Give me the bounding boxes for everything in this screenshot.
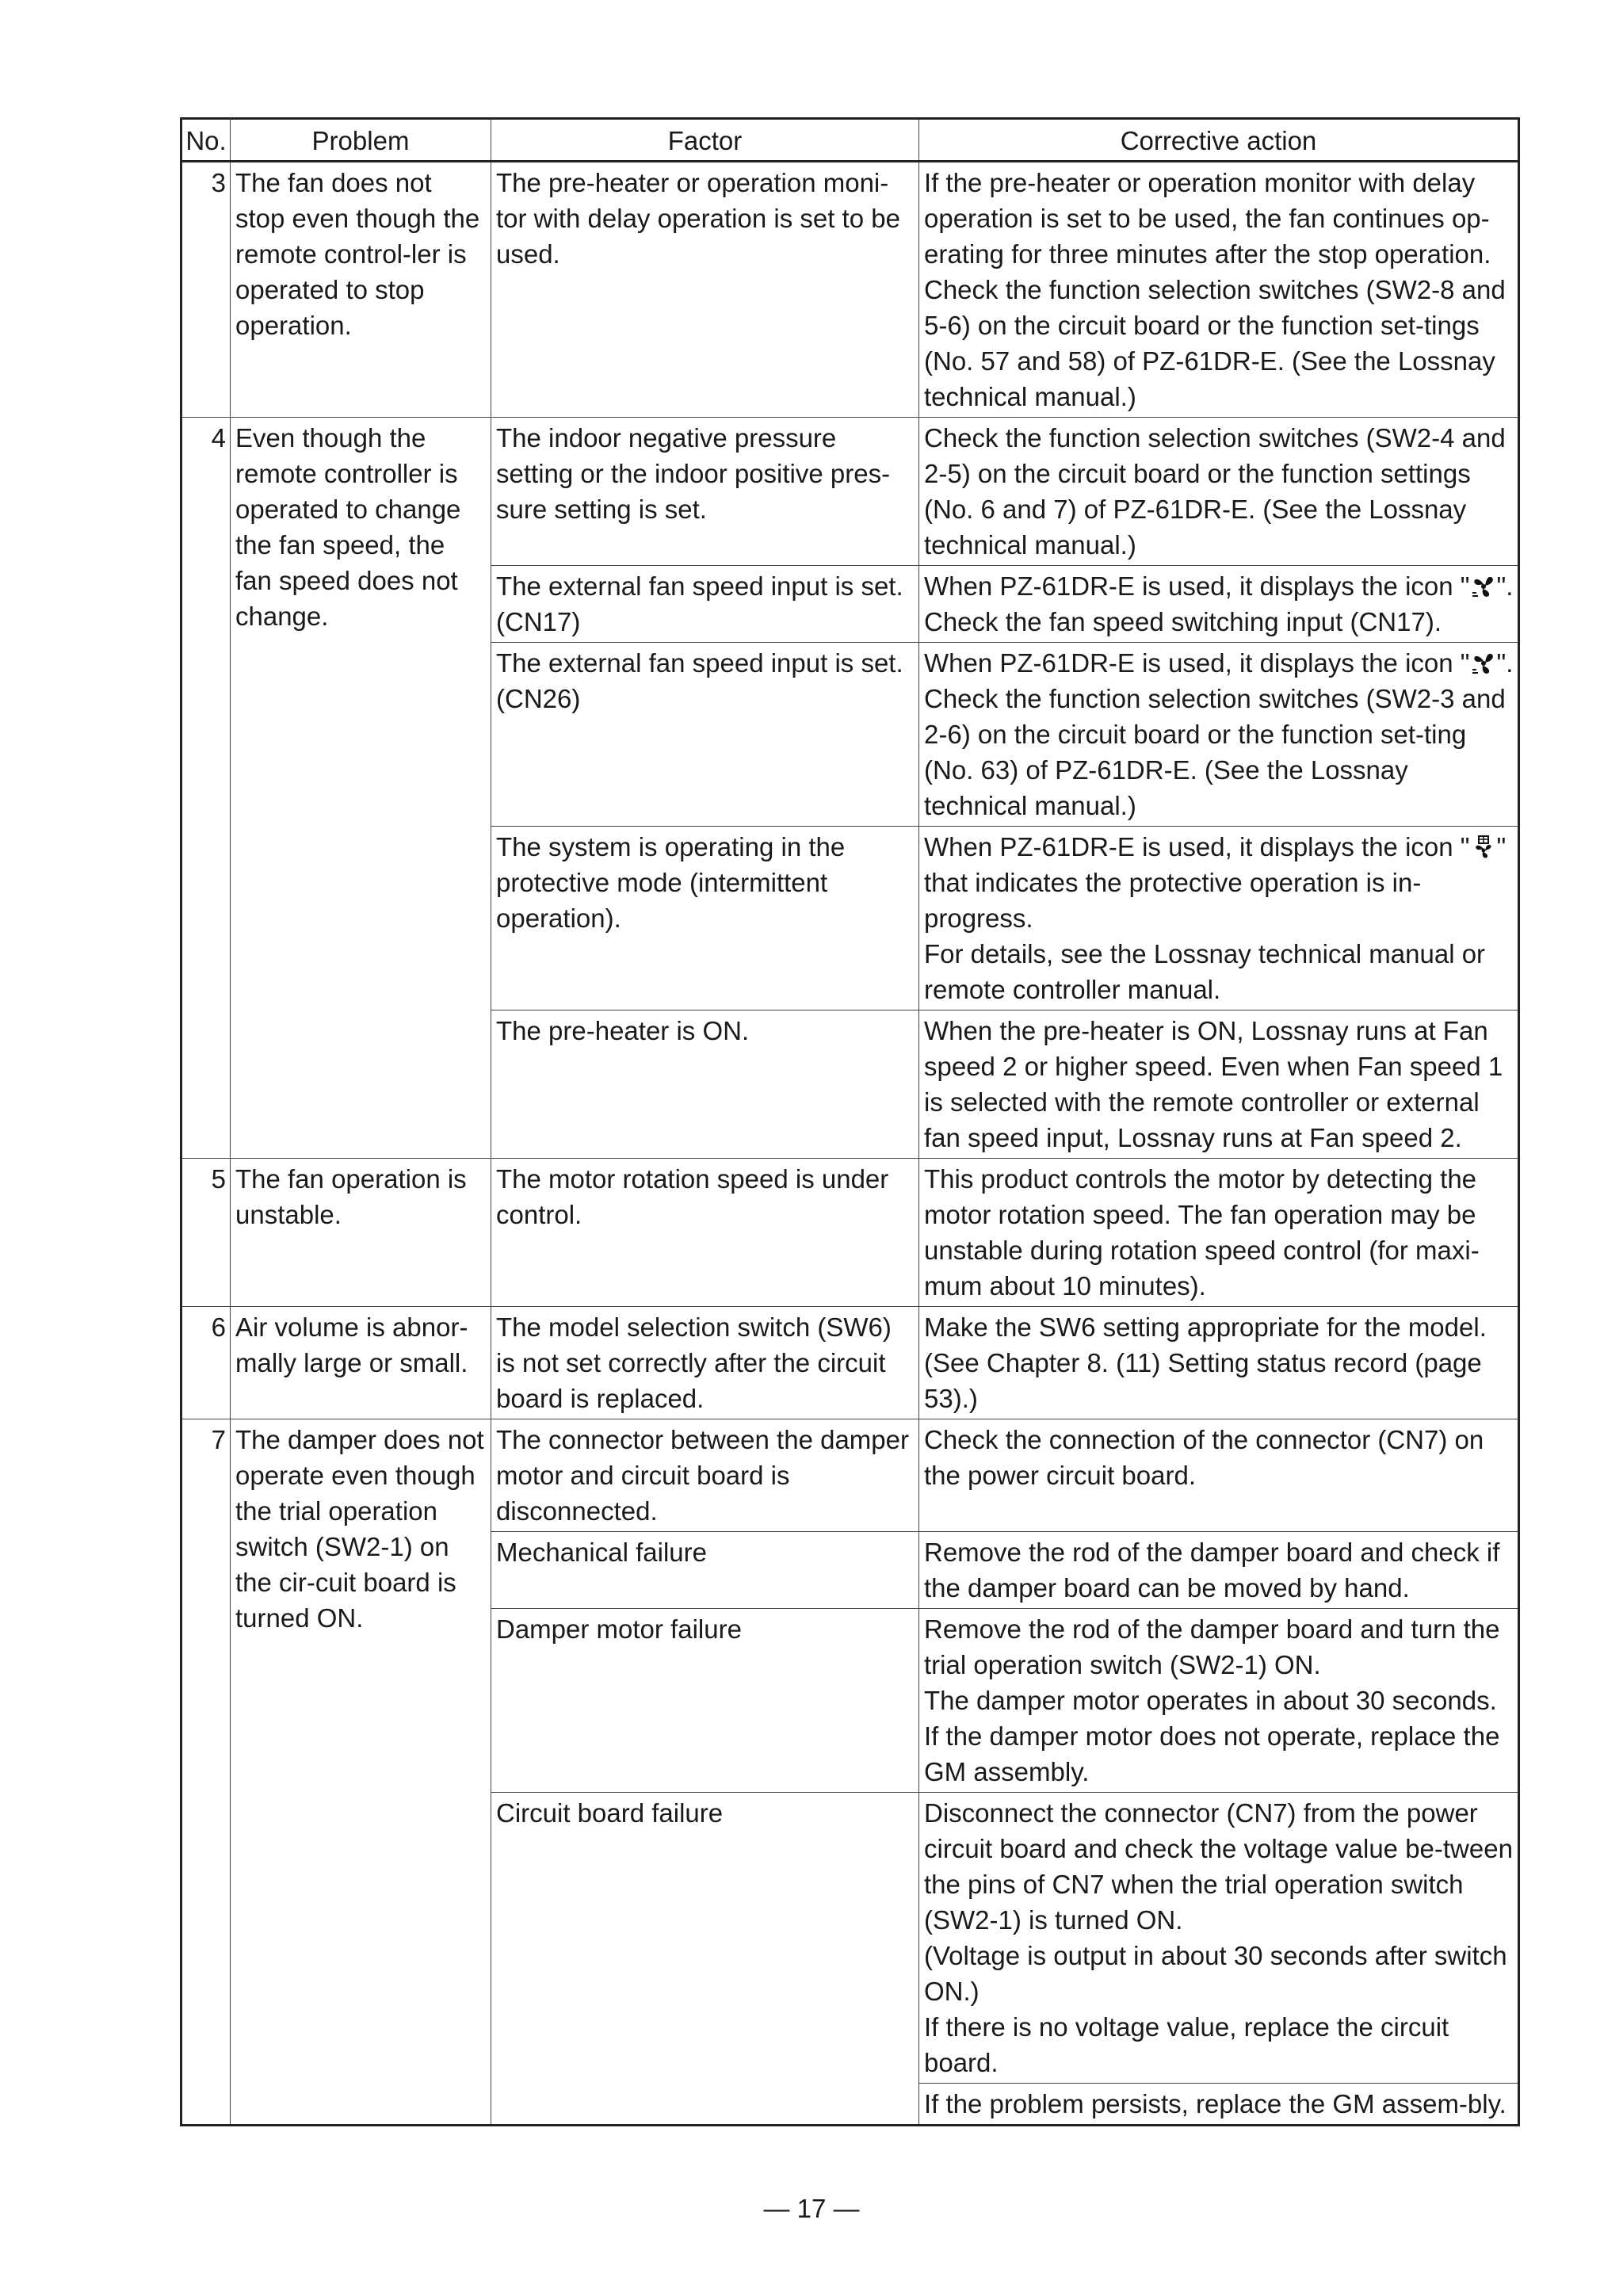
action-cell: Make the SW6 setting appropriate for the model. (See Chapter 8. (11) Setting status record (page 53).) bbox=[919, 1307, 1519, 1419]
factor-cell: The model selection switch (SW6) is not set correctly after the circuit board is replaced. bbox=[491, 1307, 919, 1419]
action-text: ". bbox=[1496, 648, 1514, 678]
action-cell bbox=[919, 1793, 1519, 2084]
header-no: No. bbox=[181, 119, 231, 162]
action-text: When PZ-61DR-E is used, it displays the icon " bbox=[924, 832, 1470, 861]
action-cell: Check the connection of the connector (CN7) on the power circuit board. bbox=[919, 1419, 1519, 1532]
action-text: For details, see the Lossnay technical manual or remote controller manual. bbox=[924, 939, 1486, 1004]
header-problem: Problem bbox=[231, 119, 491, 162]
factor-cell: Mechanical failure bbox=[491, 1532, 919, 1609]
factor-cell: The pre-heater is ON. bbox=[491, 1010, 919, 1159]
factor-cell: The connector between the damper motor and circuit board is disconnected. bbox=[491, 1419, 919, 1532]
factor-cell: The motor rotation speed is under control. bbox=[491, 1159, 919, 1307]
protective-fan-icon bbox=[1470, 835, 1497, 859]
action-cell: If the pre-heater or operation monitor with delay operation is set to be used, the fan continues op-erating for three minutes after the stop operation. Check the function selection switches (SW2-8 and 5-6) on the circuit board or the function set-tings (No. 57 and 58) of PZ-61DR-E. (See the Lossnay technical manual.) bbox=[919, 162, 1519, 418]
action-cell bbox=[919, 643, 1519, 827]
factor-cell: The external fan speed input is set. (CN26) bbox=[491, 643, 919, 827]
action-text: Disconnect the connector (CN7) from the power circuit board and check the voltage value be-tween the pins of CN7 when the trial operation switch (SW2-1) is turned ON. bbox=[924, 1798, 1513, 1935]
table-row bbox=[181, 162, 1519, 418]
action-text: When PZ-61DR-E is used, it displays the icon " bbox=[924, 648, 1470, 678]
action-cell: Check the function selection switches (SW2-4 and 2-5) on the circuit board or the function settings (No. 6 and 7) of PZ-61DR-E. (See the Lossnay technical manual.) bbox=[919, 418, 1519, 566]
fan-icon bbox=[1470, 575, 1497, 598]
action-cell: If the problem persists, replace the GM assem-bly. bbox=[919, 2084, 1519, 2126]
factor-cell: Damper motor failure bbox=[491, 1609, 919, 1793]
action-text: When PZ-61DR-E is used, it displays the icon " bbox=[924, 571, 1470, 601]
factor-cell: The pre-heater or operation moni-tor with delay operation is set to be used. bbox=[491, 162, 919, 418]
problem-cell: The fan operation is unstable. bbox=[231, 1159, 491, 1307]
row-number: 5 bbox=[181, 1159, 231, 1307]
action-text: Check the function selection switches (SW2-3 and 2-6) on the circuit board or the function set-ting (No. 63) of PZ-61DR-E. (See the Lossnay technical manual.) bbox=[924, 684, 1506, 820]
table-row bbox=[181, 418, 1519, 566]
header-factor: Factor bbox=[491, 119, 919, 162]
action-text: The damper motor operates in about 30 seconds. bbox=[924, 1686, 1497, 1715]
row-number: 3 bbox=[181, 162, 231, 418]
action-cell: Remove the rod of the damper board and check if the damper board can be moved by hand. bbox=[919, 1532, 1519, 1609]
action-text: If there is no voltage value, replace the circuit board. bbox=[924, 2012, 1449, 2077]
action-text: Remove the rod of the damper board and turn the trial operation switch (SW2-1) ON. bbox=[924, 1614, 1500, 1679]
header-action: Corrective action bbox=[919, 119, 1519, 162]
row-number: 4 bbox=[181, 418, 231, 1159]
action-cell bbox=[919, 566, 1519, 643]
page-number: — 17 — bbox=[763, 2194, 860, 2223]
action-text: (Voltage is output in about 30 seconds after switch ON.) bbox=[924, 1941, 1507, 2006]
action-cell bbox=[919, 1609, 1519, 1793]
row-number: 6 bbox=[181, 1307, 231, 1419]
table-row bbox=[181, 1159, 1519, 1307]
action-text: ". bbox=[1496, 571, 1514, 601]
table-row bbox=[181, 1307, 1519, 1419]
action-text: Check the fan speed switching input (CN17). bbox=[924, 607, 1442, 636]
problem-cell: The damper does not operate even though the trial operation switch (SW2-1) on the cir-cuit board is turned ON. bbox=[231, 1419, 491, 2126]
factor-cell: The system is operating in the protective mode (intermittent operation). bbox=[491, 827, 919, 1010]
table-row bbox=[181, 1419, 1519, 1532]
troubleshooting-table bbox=[180, 117, 1520, 2126]
factor-cell: The external fan speed input is set. (CN17) bbox=[491, 566, 919, 643]
table-header-row bbox=[181, 119, 1519, 162]
action-cell: This product controls the motor by detecting the motor rotation speed. The fan operation may be unstable during rotation speed control (for maxi-mum about 10 minutes). bbox=[919, 1159, 1519, 1307]
row-number: 7 bbox=[181, 1419, 231, 2126]
action-cell bbox=[919, 827, 1519, 1010]
problem-cell: Air volume is abnor-mally large or small. bbox=[231, 1307, 491, 1419]
action-text: If the damper motor does not operate, replace the GM assembly. bbox=[924, 1721, 1500, 1786]
factor-cell: Circuit board failure bbox=[491, 1793, 919, 2126]
fan-icon bbox=[1470, 651, 1497, 675]
problem-cell: Even though the remote controller is operated to change the fan speed, the fan speed does not change. bbox=[231, 418, 491, 1159]
action-cell: When the pre-heater is ON, Lossnay runs at Fan speed 2 or higher speed. Even when Fan speed 1 is selected with the remote controller or external fan speed input, Lossnay runs at Fan speed 2. bbox=[919, 1010, 1519, 1159]
problem-cell: The fan does not stop even though the remote control-ler is operated to stop operation. bbox=[231, 162, 491, 418]
factor-cell: The indoor negative pressure setting or the indoor positive pres-sure setting is set. bbox=[491, 418, 919, 566]
action-text: " that indicates the protective operation is in-progress. bbox=[924, 832, 1507, 933]
